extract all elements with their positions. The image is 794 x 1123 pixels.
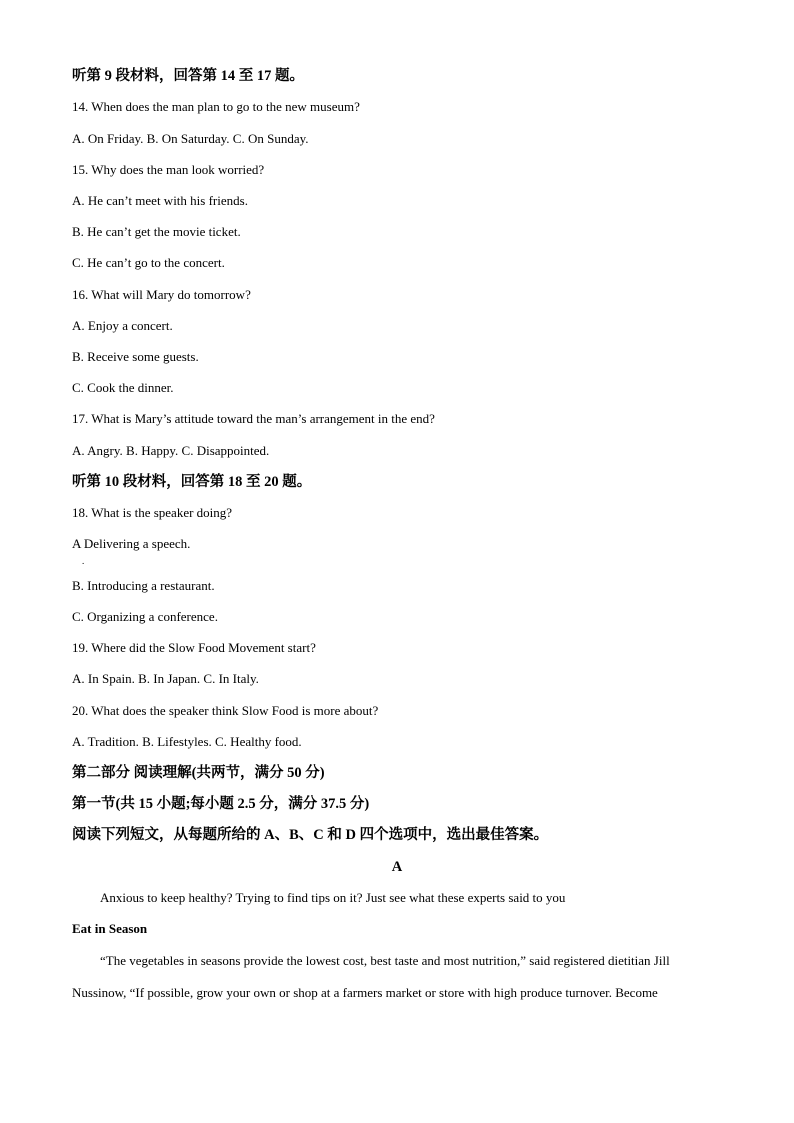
paragraph-line-1: “The vegetables in seasons provide the lowest cost, best taste and most nutrition,” said registered dietitian Jill [100, 953, 670, 968]
question-17: 17. What is Mary’s attitude toward the man’s arrangement in the end? [72, 411, 435, 426]
question-14-options: A. On Friday. B. On Saturday. C. On Sunday. [72, 131, 309, 146]
question-16-option-c: C. Cook the dinner. [72, 380, 174, 395]
question-15-option-a: A. He can’t meet with his friends. [72, 193, 248, 208]
question-17-options: A. Angry. B. Happy. C. Disappointed. [72, 443, 270, 458]
question-16: 16. What will Mary do tomorrow? [72, 287, 251, 302]
passage-label: A [391, 859, 403, 875]
paragraph-line-2: Nussinow, “If possible, grow your own or shop at a farmers market or store with high produce turnover. Become [72, 985, 658, 1000]
question-20-options: A. Tradition. B. Lifestyles. C. Healthy food. [72, 734, 302, 749]
passage-intro: Anxious to keep healthy? Trying to find tips on it? Just see what these experts said to you [100, 890, 566, 905]
question-15: 15. Why does the man look worried? [72, 162, 265, 177]
question-19-options: A. In Spain. B. In Japan. C. In Italy. [72, 671, 259, 686]
question-18-option-c: C. Organizing a conference. [72, 609, 218, 624]
question-16-option-b: B. Receive some guests. [72, 349, 199, 364]
section-title: Eat in Season [72, 921, 148, 936]
question-18: 18. What is the speaker doing? [72, 505, 233, 520]
part2-subheading: 第一节(共 15 小题;每小题 2.5 分，满分 37.5 分) [72, 796, 370, 812]
question-18-option-b: B. Introducing a restaurant. [72, 578, 215, 593]
question-18-option-a: A Delivering a speech. [72, 536, 191, 551]
question-19: 19. Where did the Slow Food Movement start? [72, 640, 316, 655]
question-14: 14. When does the man plan to go to the new museum? [72, 99, 360, 114]
section10-heading: 听第 10 段材料，回答第 18 至 20 题。 [72, 474, 312, 490]
section9-heading: 听第 9 段材料，回答第 14 至 17 题。 [72, 68, 304, 84]
question-16-option-a: A. Enjoy a concert. [72, 318, 173, 333]
stray-dot: . [82, 556, 85, 566]
question-15-option-b: B. He can’t get the movie ticket. [72, 224, 241, 239]
part2-heading: 第二部分 阅读理解(共两节，满分 50 分) [72, 765, 325, 781]
question-15-option-c: C. He can’t go to the concert. [72, 255, 225, 270]
part2-instruction: 阅读下列短文，从每题所给的 A、B、C 和 D 四个选项中，选出最佳答案。 [72, 827, 549, 843]
question-20: 20. What does the speaker think Slow Food is more about? [72, 703, 379, 718]
